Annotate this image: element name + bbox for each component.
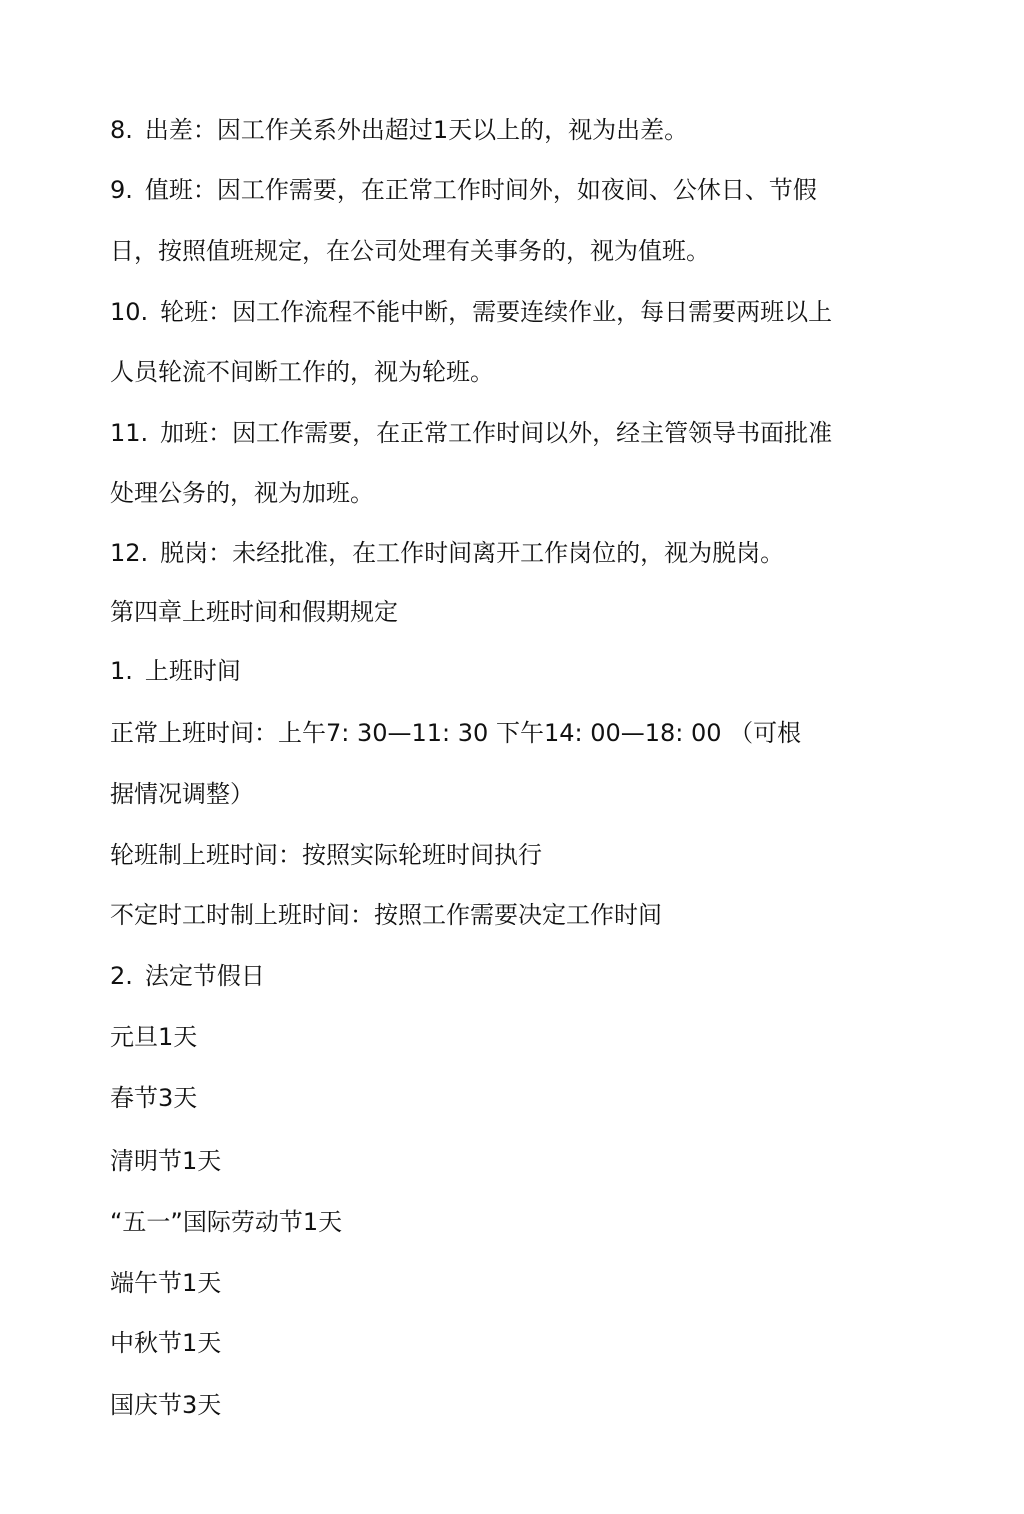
shift-hours [110,840,542,870]
holiday-text: 春节3天 [110,1084,198,1112]
item-number: 10. [110,298,149,326]
item-text: 法定节假日 [144,962,265,990]
holiday-new-year [110,1022,197,1052]
item-text: 人员轮流不间断工作的，视为轮班。 [110,358,494,386]
item-text: 值班：因工作需要，在正常工作时间外，如夜间、公休日、节假 [144,176,817,204]
item-9-duty [110,175,817,205]
flexible-hours [110,900,662,930]
item-text: 日，按照值班规定，在公司处理有关事务的，视为值班。 [110,237,710,265]
item-text: 轮班制上班时间：按照实际轮班时间执行 [110,841,542,869]
holiday-text: 元旦1天 [110,1023,198,1051]
holiday-mid-autumn [110,1328,221,1358]
item-text: 据情况调整） [110,780,254,808]
item-text: 脱岗：未经批准，在工作时间离开工作岗位的，视为脱岗。 [160,539,785,567]
item-9-duty-continued [110,236,710,266]
item-text: 加班：因工作需要，在正常工作时间以外，经主管领导书面批准 [160,419,833,447]
item-10-shift-continued [110,357,494,387]
item-12-absence [110,538,784,568]
section-1-work-hours [110,656,241,686]
holiday-text: 端午节1天 [110,1269,222,1297]
section-2-holidays [110,961,265,991]
item-10-shift [110,297,832,327]
item-number: 12. [110,539,149,567]
holiday-text: 清明节1天 [110,1147,222,1175]
normal-hours [110,718,801,748]
item-text: 上班时间 [144,657,241,685]
item-number: 9. [110,176,133,204]
item-number: 11. [110,419,149,447]
item-number: 2. [110,962,133,990]
holiday-text: “五一”国际劳动节1天 [110,1208,343,1236]
holiday-text: 中秋节1天 [110,1329,222,1357]
holiday-qingming [110,1146,221,1176]
holiday-spring-festival [110,1083,197,1113]
item-8-business-trip [110,115,688,145]
chapter-title: 第四章上班时间和假期规定 [110,598,398,626]
item-text: 出差：因工作关系外出超过1天以上的，视为出差。 [144,116,689,144]
item-text: 正常上班时间：上午7: 30—11: 30 下午14: 00—18: 00 （可根 [110,719,802,747]
holiday-dragon-boat [110,1268,221,1298]
item-text: 轮班：因工作流程不能中断，需要连续作业，每日需要两班以上 [160,298,833,326]
holiday-national-day [110,1390,221,1420]
item-number: 1. [110,657,133,685]
item-11-overtime-continued [110,478,374,508]
item-text: 处理公务的，视为加班。 [110,479,374,507]
holiday-labor-day [110,1207,342,1237]
item-number: 8. [110,116,133,144]
chapter-heading [110,597,398,627]
item-11-overtime [110,418,832,448]
item-text: 不定时工时制上班时间：按照工作需要决定工作时间 [110,901,662,929]
normal-hours-continued [110,779,254,809]
holiday-text: 国庆节3天 [110,1391,222,1419]
